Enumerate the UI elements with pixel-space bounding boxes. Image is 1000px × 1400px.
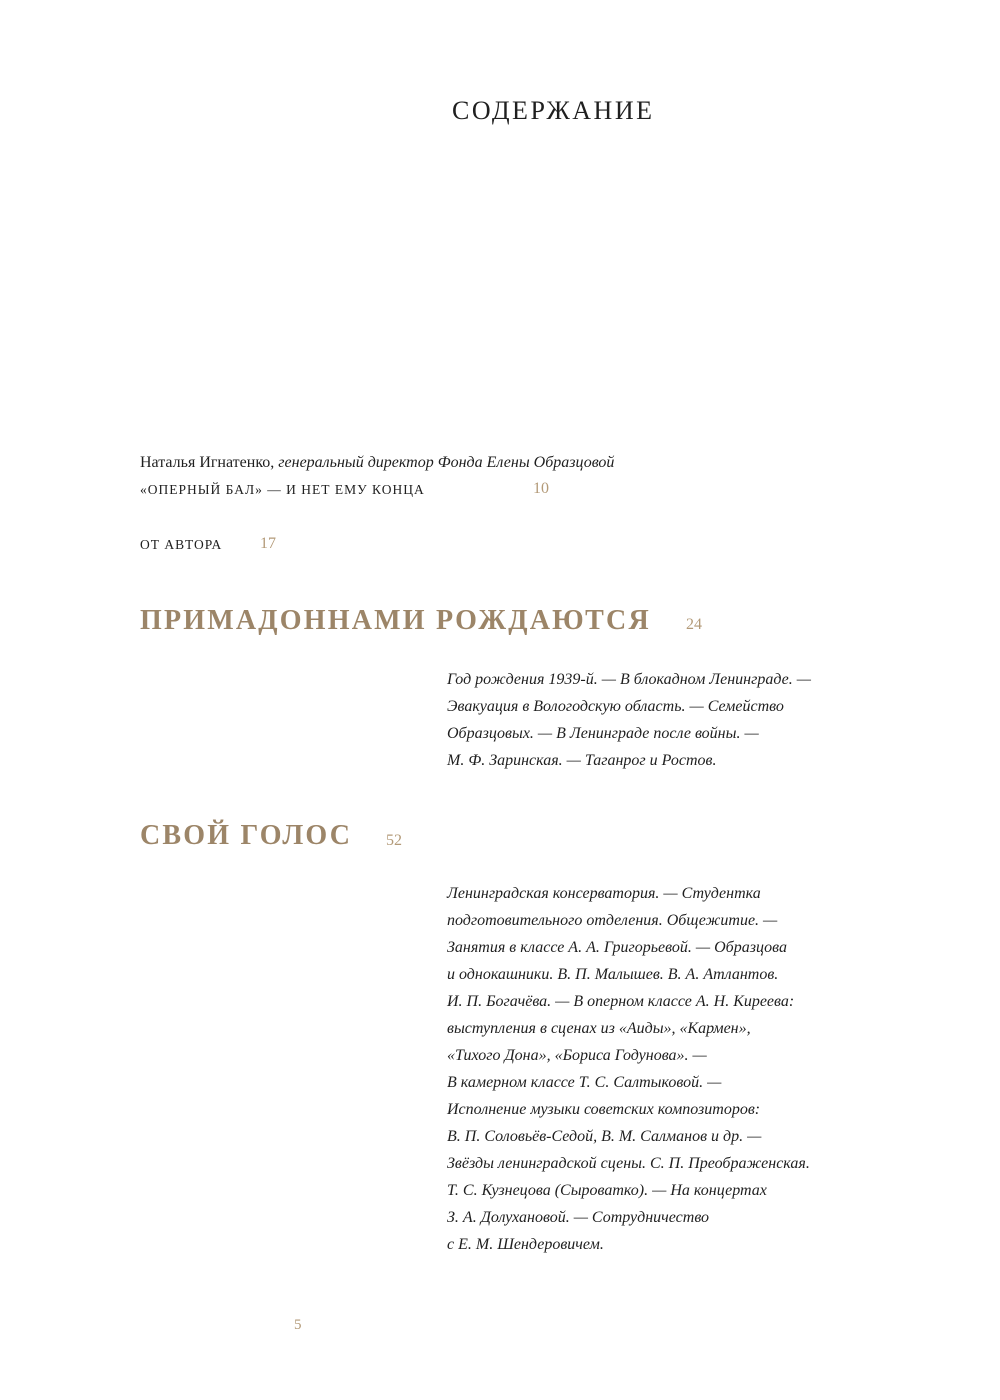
description-line: Занятия в классе А. А. Григорьевой. — Образцова <box>447 939 787 956</box>
description-line: Исполнение музыки советских композиторов: <box>447 1101 761 1118</box>
from-author-page-number: 17 <box>260 535 276 552</box>
description-line: с Е. М. Шендеровичем. <box>447 1236 604 1253</box>
description-line: И. П. Богачёва. — В оперном классе А. Н. Киреева: <box>447 993 795 1010</box>
toc-entry-from-author[interactable] <box>140 535 276 553</box>
intro-author-line <box>140 454 614 472</box>
intro-title: «ОПЕРНЫЙ БАЛ» — И НЕТ ЕМУ КОНЦА <box>140 482 425 497</box>
chapter-2-title[interactable]: СВОЙ ГОЛОС <box>140 820 353 851</box>
description-line: Звёзды ленинградской сцены. С. П. Преображенская. <box>447 1155 810 1172</box>
chapter-1-description <box>447 666 887 774</box>
description-line: выступления в сценах из «Аиды», «Кармен», <box>447 1020 751 1037</box>
description-line: М. Ф. Заринская. — Таганрог и Ростов. <box>447 752 717 769</box>
from-author-title: ОТ АВТОРА <box>140 537 223 552</box>
toc-entry-intro[interactable] <box>140 480 549 498</box>
description-line: Т. С. Кузнецова (Сыроватко). — На концертах <box>447 1182 767 1199</box>
page-folio-number: 5 <box>294 1317 302 1333</box>
description-line: Год рождения 1939-й. — В блокадном Ленинграде. — <box>447 671 811 688</box>
page-title: СОДЕРЖАНИЕ <box>452 96 655 125</box>
description-line: Эвакуация в Вологодскую область. — Семейство <box>447 698 784 715</box>
chapter-2-page-number: 52 <box>386 832 402 849</box>
chapter-1-title[interactable]: ПРИМАДОННАМИ РОЖДАЮТСЯ <box>140 605 651 636</box>
description-line: З. А. Долухановой. — Сотрудничество <box>447 1209 710 1226</box>
description-line: «Тихого Дона», «Бориса Годунова». — <box>447 1047 707 1064</box>
description-line: подготовительного отделения. Общежитие. — <box>447 912 778 929</box>
intro-author-role: генеральный директор Фонда Елены Образцовой <box>278 454 615 471</box>
chapter-1-page-number: 24 <box>686 616 702 633</box>
description-line: Ленинградская консерватория. — Студентка <box>447 885 761 902</box>
description-line: В. П. Соловьёв-Седой, В. М. Салманов и др. — <box>447 1128 762 1145</box>
chapter-2-description <box>447 880 887 1258</box>
intro-page-number: 10 <box>533 480 549 497</box>
description-line: Образцовых. — В Ленинграде после войны. — <box>447 725 759 742</box>
description-line: и однокашники. В. П. Малышев. В. А. Атлантов. <box>447 966 779 983</box>
intro-author-name: Наталья Игнатенко, <box>140 454 275 471</box>
description-line: В камерном классе Т. С. Салтыковой. — <box>447 1074 722 1091</box>
